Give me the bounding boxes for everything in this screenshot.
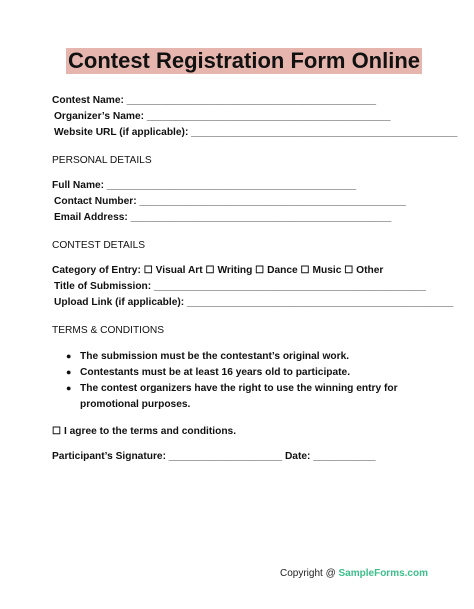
category-of-entry-checkboxes[interactable]: Category of Entry: ☐ Visual Art ☐ Writing ☐ Dance ☐ Music ☐ Other xyxy=(52,265,384,276)
personal-details-heading: PERSONAL DETAILS xyxy=(52,155,152,166)
organizer-name-field[interactable]: Organizer’s Name: ___________________________________________ xyxy=(54,111,391,122)
bullet-icon: ● xyxy=(66,351,72,361)
terms-bullet-text: The contest organizers have the right to use the winning entry for xyxy=(80,383,398,394)
email-address-field[interactable]: Email Address: ______________________________________________ xyxy=(54,212,392,223)
form-title: Contest Registration Form Online xyxy=(68,48,421,73)
upload-link-field[interactable]: Upload Link (if applicable): _______________________________________________ xyxy=(54,297,454,308)
terms-bullet-item xyxy=(66,381,398,396)
bullet-icon: ● xyxy=(66,367,72,377)
terms-heading: TERMS & CONDITIONS xyxy=(52,325,165,336)
website-url-field[interactable]: Website URL (if applicable): _______________________________________________ xyxy=(54,127,458,138)
terms-bullet-item xyxy=(66,365,350,380)
full-name-field[interactable]: Full Name: ____________________________________________ xyxy=(52,180,357,191)
contest-details-heading: CONTEST DETAILS xyxy=(52,240,146,251)
agree-terms-checkbox[interactable]: ☐ I agree to the terms and conditions. xyxy=(52,426,237,437)
footer-copyright xyxy=(280,567,428,581)
signature-date-field[interactable]: Participant’s Signature: ____________________ Date: ___________ xyxy=(52,451,376,462)
brand-link[interactable]: SampleForms.com xyxy=(338,568,428,579)
terms-bullet-item xyxy=(66,349,349,364)
title-of-submission-field[interactable]: Title of Submission: ________________________________________________ xyxy=(54,281,426,292)
copyright-text: Copyright @ xyxy=(280,568,339,579)
terms-bullet-text: Contestants must be at least 16 years old to participate. xyxy=(80,367,351,378)
bullet-icon: ● xyxy=(66,383,72,393)
contest-name-field[interactable]: Contest Name: ____________________________________________ xyxy=(52,95,377,106)
terms-bullet-continuation: promotional purposes. xyxy=(80,399,191,410)
contact-number-field[interactable]: Contact Number: _______________________________________________ xyxy=(54,196,406,207)
terms-bullet-text: The submission must be the contestant’s original work. xyxy=(80,351,350,362)
